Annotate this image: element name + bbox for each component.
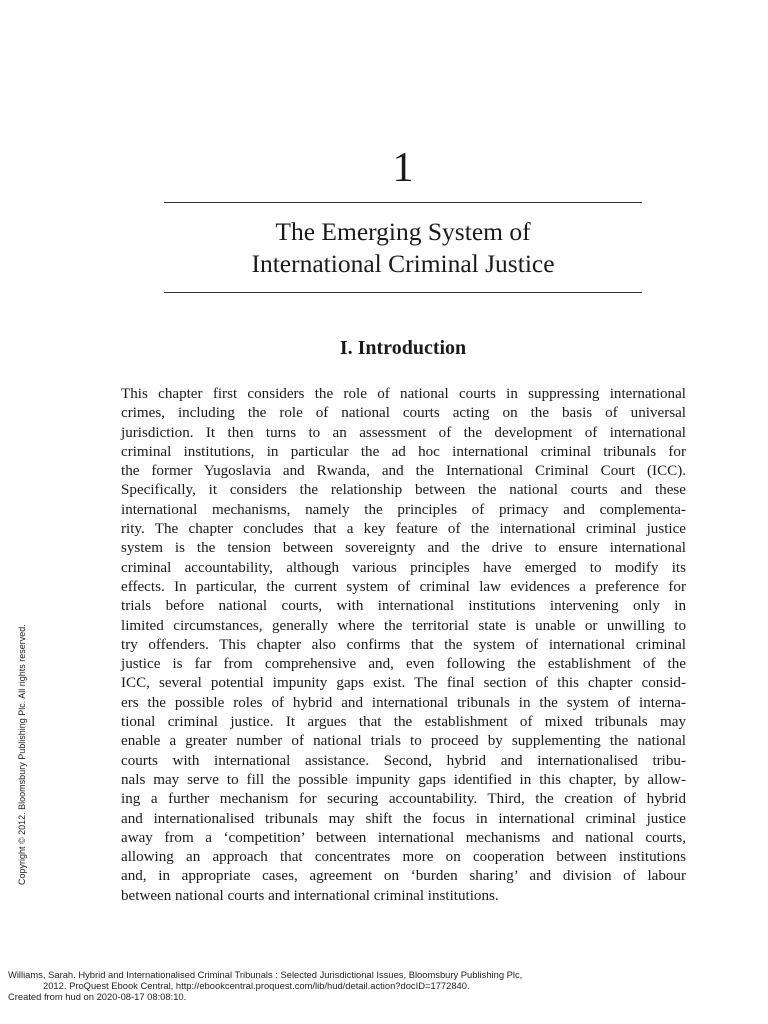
body-line: criminal institutions, in particular the ad hoc international criminal tribunals for (121, 443, 686, 460)
body-line: ICC, several potential impunity gaps exist. The final section of this chapter consid- (121, 675, 686, 692)
body-line: This chapter first considers the role of national courts in suppressing international (121, 386, 686, 402)
body-line: ers the possible roles of hybrid and international tribunals in the system of interna- (121, 694, 686, 711)
body-line: international mechanisms, namely the principles of primacy and complementa- (121, 501, 686, 518)
chapter-title-line-1: The Emerging System of (275, 217, 531, 246)
body-line: jurisdiction. It then turns to an assessment of the development of international (121, 424, 686, 441)
body-line: crimes, including the role of national courts acting on the basis of universal (121, 405, 686, 422)
body-paragraph (121, 385, 686, 906)
body-line: criminal accountability, although various principles have emerged to modify its (121, 559, 686, 576)
body-line: limited circumstances, generally where the territorial state is unable or unwilling to (121, 617, 686, 634)
body-line: trials before national courts, with international institutions intervening only in (121, 598, 686, 615)
chapter-number: 1 (392, 145, 414, 191)
copyright-notice: Copyright © 2012. Bloomsbury Publishing Plc. All rights reserved. (17, 624, 27, 885)
body-line: try offenders. This chapter also confirms that the system of international criminal (121, 636, 686, 653)
footer-citation-line-1: Williams, Sarah. Hybrid and Internationalised Criminal Tribunals : Selected Jurisdictional Issues, Bloomsbury Publishing Plc, (8, 969, 523, 980)
citation-footer (8, 969, 522, 1003)
body-line: justice is far from comprehensive and, even following the establishment of the (121, 656, 686, 673)
body-line: ing a further mechanism for securing accountability. Third, the creation of hybrid (121, 791, 686, 808)
body-line: allowing an approach that concentrates more on cooperation between institutions (121, 849, 686, 866)
body-line: system is the tension between sovereignty and the drive to ensure international (121, 540, 686, 557)
section-heading: I. Introduction (339, 337, 467, 359)
body-line: the former Yugoslavia and Rwanda, and the International Criminal Court (ICC). (121, 463, 686, 480)
body-line: Specifically, it considers the relationship between the national courts and these (121, 482, 686, 499)
title-top-rule (164, 202, 642, 203)
body-line: courts with international assistance. Second, hybrid and internationalised tribu- (121, 752, 686, 769)
footer-created-line: Created from hud on 2020-08-17 08:08:10. (8, 991, 187, 1003)
chapter-title (164, 216, 642, 280)
footer-citation-line-2: 2012. ProQuest Ebook Central, http://ebookcentral.proquest.com/lib/hud/detail.action?docID=1772840. (43, 980, 470, 992)
body-line: and internationalised tribunals may shift the focus in international criminal justice (121, 810, 686, 827)
body-line: effects. In particular, the current system of criminal law evidences a preference for (121, 578, 686, 595)
body-line: between national courts and international criminal institutions. (121, 887, 499, 904)
body-line: and, in appropriate cases, agreement on ‘burden sharing’ and division of labour (121, 868, 686, 885)
body-line: tional criminal justice. It argues that the establishment of mixed tribunals may (121, 714, 686, 731)
body-line: enable a greater number of national trials to proceed by supplementing the national (121, 733, 686, 750)
title-bottom-rule (164, 292, 642, 293)
body-line: rity. The chapter concludes that a key feature of the international criminal justice (121, 521, 686, 538)
chapter-title-line-2: International Criminal Justice (251, 249, 555, 278)
body-line: nals may serve to fill the possible impunity gaps identified in this chapter, by allow- (121, 771, 686, 788)
body-line: away from a ‘competition’ between international mechanisms and national courts, (121, 829, 686, 846)
